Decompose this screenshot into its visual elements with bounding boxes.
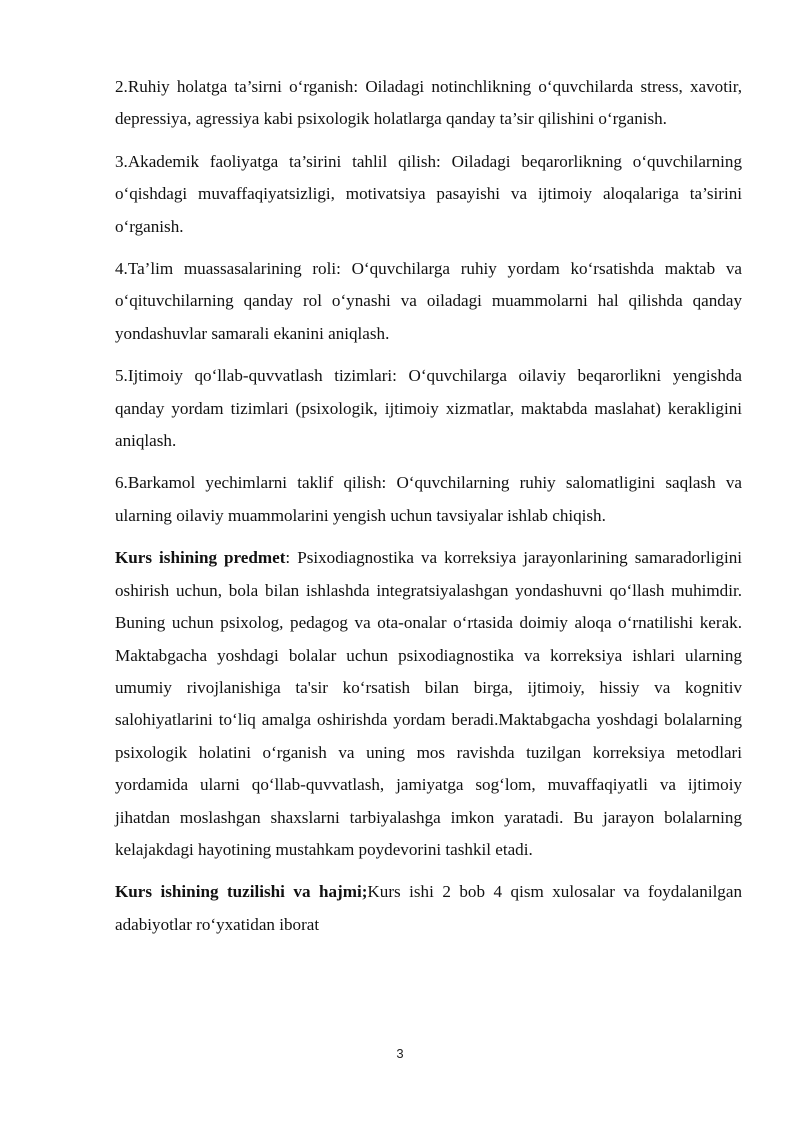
subject-body: Psixodiagnostika va korreksiya jarayonlarining samaradorligini oshirish uchun, bola bilan ishlashda integratsiyalashgan yondashuvni qo‘llash muhimdir. Buning uchun psixolog, pedagog va ota-onalar o‘rtasida doimiy aloqa o‘rnatilishi kerak. Maktabgacha yoshdagi bolalar uchun psixodiagnostika va korreksiya ishlari ularning umumiy rivojlanishiga ta'sir ko‘rsatish bilan birga, ijtimoiy, hissiy va kognitiv salohiyatlarini to‘liq amalga oshirishda yordam beradi.Maktabgacha yoshdagi bolalarning psixologik holatini o‘rganish va uning mos ravishda tuzilgan korreksiya metodlari yordamida ularni qo‘llab-quvvatlash, jamiyatga sog‘lom, muvaffaqiyatli va ijtimoiy jihatdan moslashgan shaxslarni tarbiyalashga imkon yaratadi. Bu jarayon bolalarning kelajakdagi hayotining mustahkam poydevorini tashkil etadi. bbox=[115, 548, 743, 859]
objective-item-6: 6.Barkamol yechimlarni taklif qilish: O‘quvchilarning ruhiy salomatligini saqlash va ularning oilaviy muammolarini yengish uchun tavsiyalar ishlab chiqish. bbox=[115, 473, 742, 525]
structure-heading: Kurs ishining tuzilishi va hajmi; bbox=[115, 882, 368, 902]
objective-item-2: 2.Ruhiy holatga ta’sirni o‘rganish: Oiladagi notinchlikning o‘quvchilarda stress, xavotir, depressiya, agressiya kabi psixologik holatlarga qanday ta’sir qilishini o‘rganish. bbox=[115, 77, 742, 129]
subject-heading: Kurs ishining predmet bbox=[115, 548, 286, 568]
structure-paragraph bbox=[115, 876, 742, 941]
subject-separator: : bbox=[285, 548, 298, 568]
structure-body: Kurs ishi 2 bob 4 qism xulosalar va foydalanilgan adabiyotlar ro‘yxatidan iborat bbox=[115, 882, 742, 934]
objective-item-5: 5.Ijtimoiy qo‘llab-quvvatlash tizimlari: O‘quvchilarga oilaviy beqarorlikni yengishda qanday yordam tizimlari (psixologik, ijtimoiy xizmatlar, maktabda maslahat) kerakligini aniqlash. bbox=[115, 366, 742, 451]
page-number: 3 bbox=[396, 1046, 404, 1061]
objective-item-3: 3.Akademik faoliyatga ta’sirini tahlil qilish: Oiladagi beqarorlikning o‘quvchilarning o‘qishdagi muvaffaqiyatsizligi, motivatsiya pasayishi va ijtimoiy aloqalariga ta’sirini o‘rganish. bbox=[115, 151, 742, 236]
objective-item-4: 4.Ta’lim muassasalarining roli: O‘quvchilarga ruhiy yordam ko‘rsatishda maktab va o‘qituvchilarning qanday rol o‘ynashi va oiladagi muammolarni hal qilishda qanday yondashuvlar samarali ekanini aniqlash. bbox=[115, 259, 742, 343]
subject-paragraph bbox=[115, 542, 742, 866]
document-body bbox=[115, 71, 742, 951]
